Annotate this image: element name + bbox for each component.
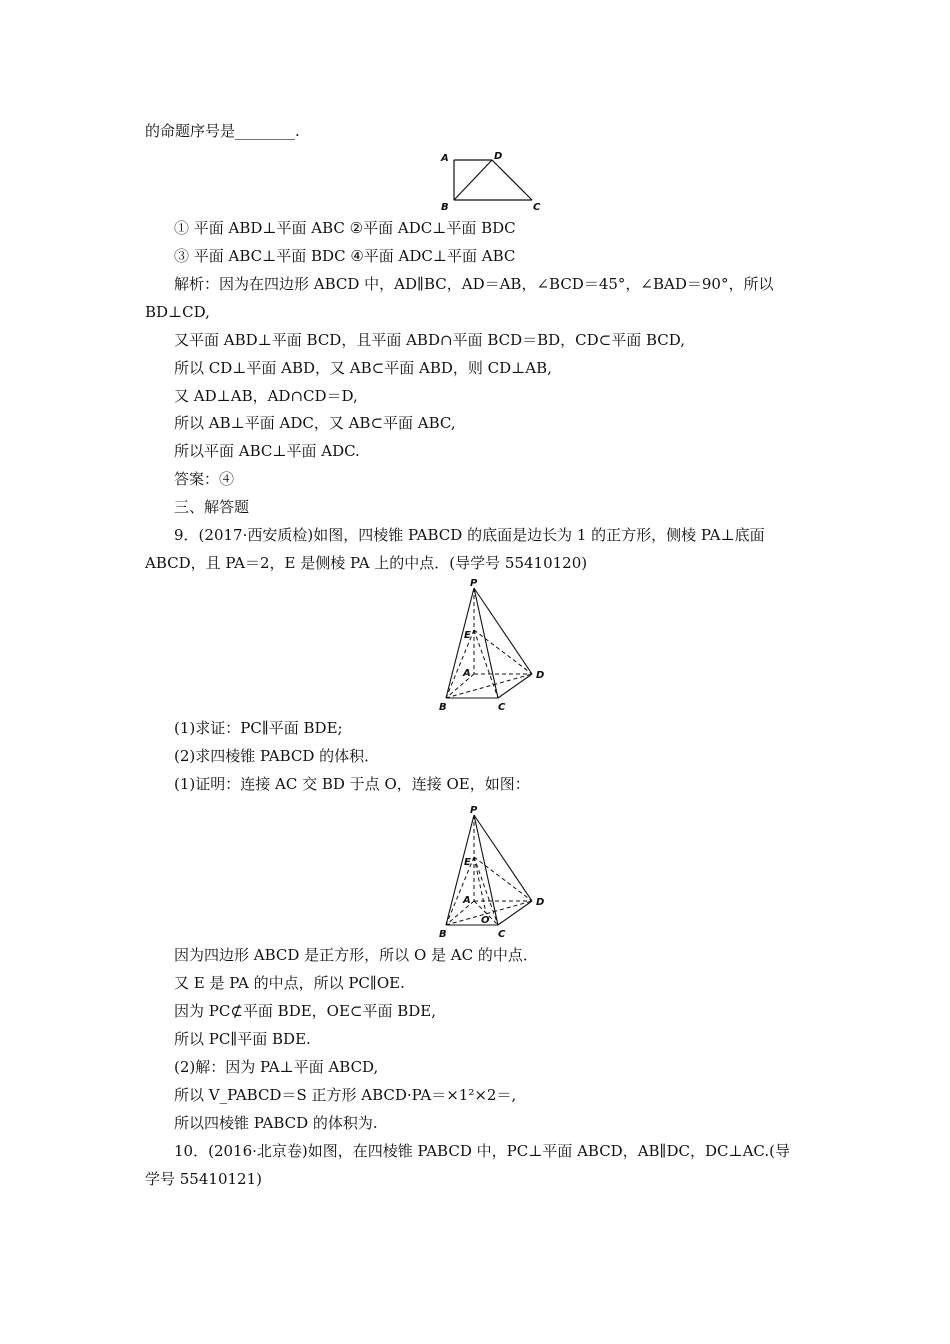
text-line: (1)求证：PC∥平面 BDE; — [174, 719, 343, 737]
pyramid-figure — [430, 578, 560, 718]
text-line: BD⊥CD, — [145, 303, 210, 321]
text-line: 所以 AB⊥平面 ADC，又 AB⊂平面 ABC, — [174, 414, 456, 432]
text-line: ABCD，且 PA＝2，E 是侧棱 PA 上的中点．(导学号 55410120) — [145, 554, 588, 572]
text-line: (2)求四棱锥 PABCD 的体积． — [174, 747, 380, 765]
text-line: 所以四棱锥 PABCD 的体积为. — [174, 1114, 378, 1132]
vertex-label: P — [470, 578, 478, 589]
vertex-label: A — [463, 895, 471, 906]
text-line: ① 平面 ABD⊥平面 ABC ②平面 ADC⊥平面 BDC — [174, 219, 516, 237]
text-line: 所以平面 ABC⊥平面 ADC. — [174, 442, 360, 460]
vertex-label: B — [441, 202, 449, 213]
vertex-label: D — [536, 670, 545, 681]
vertex-label: D — [536, 897, 545, 908]
vertex-label: O — [481, 915, 490, 926]
text-line: (2)解：因为 PA⊥平面 ABCD, — [174, 1058, 379, 1076]
text-line: 因为四边形 ABCD 是正方形，所以 O 是 AC 的中点． — [174, 946, 538, 964]
text-line: 又 E 是 PA 的中点，所以 PC∥OE. — [174, 974, 405, 992]
text-line: 所以 PC∥平面 BDE. — [174, 1030, 311, 1048]
vertex-label: A — [441, 153, 449, 164]
text-line: 9．(2017·西安质检)如图，四棱锥 PABCD 的底面是边长为 1 的正方形，侧棱 PA⊥底面 — [174, 526, 765, 544]
vertex-label: C — [498, 929, 506, 940]
section-heading: 三、解答题 — [174, 498, 250, 516]
vertex-label: A — [463, 668, 471, 679]
text-line: 解析：因为在四边形 ABCD 中，AD∥BC，AD＝AB，∠BCD＝45°，∠BAD＝90°，所以 — [174, 275, 774, 293]
vertex-label: C — [533, 202, 541, 213]
text-line: 因为 PC⊄平面 BDE，OE⊂平面 BDE, — [174, 1002, 437, 1020]
quadrilateral-figure — [430, 148, 550, 214]
pyramid-with-center-figure — [430, 805, 560, 945]
text-line: ③ 平面 ABC⊥平面 BDC ④平面 ADC⊥平面 ABC — [174, 247, 516, 265]
vertex-label: C — [498, 702, 506, 713]
vertex-label: E — [464, 857, 471, 868]
vertex-label: D — [494, 151, 503, 162]
vertex-label: B — [439, 702, 447, 713]
text-line: 所以 V_PABCD＝S 正方形 ABCD·PA＝×1²×2＝, — [174, 1086, 517, 1104]
text-line: 的命题序号是________. — [145, 122, 300, 140]
text-line: 又 AD⊥AB，AD∩CD＝D, — [174, 387, 358, 405]
text-line: 答案：④ — [174, 470, 235, 488]
text-line: 10．(2016·北京卷)如图，在四棱锥 PABCD 中，PC⊥平面 ABCD，AB∥DC，DC⊥AC.(导 — [174, 1142, 790, 1160]
text-line: 所以 CD⊥平面 ABD，又 AB⊂平面 ABD，则 CD⊥AB, — [174, 359, 552, 377]
vertex-label: B — [439, 929, 447, 940]
text-line: (1)证明：连接 AC 交 BD 于点 O，连接 OE，如图： — [174, 775, 530, 793]
text-line: 学号 55410121) — [145, 1170, 262, 1188]
text-line: 又平面 ABD⊥平面 BCD，且平面 ABD∩平面 BCD＝BD，CD⊂平面 BCD, — [174, 331, 686, 349]
vertex-label: E — [464, 630, 471, 641]
vertex-label: P — [470, 805, 478, 816]
